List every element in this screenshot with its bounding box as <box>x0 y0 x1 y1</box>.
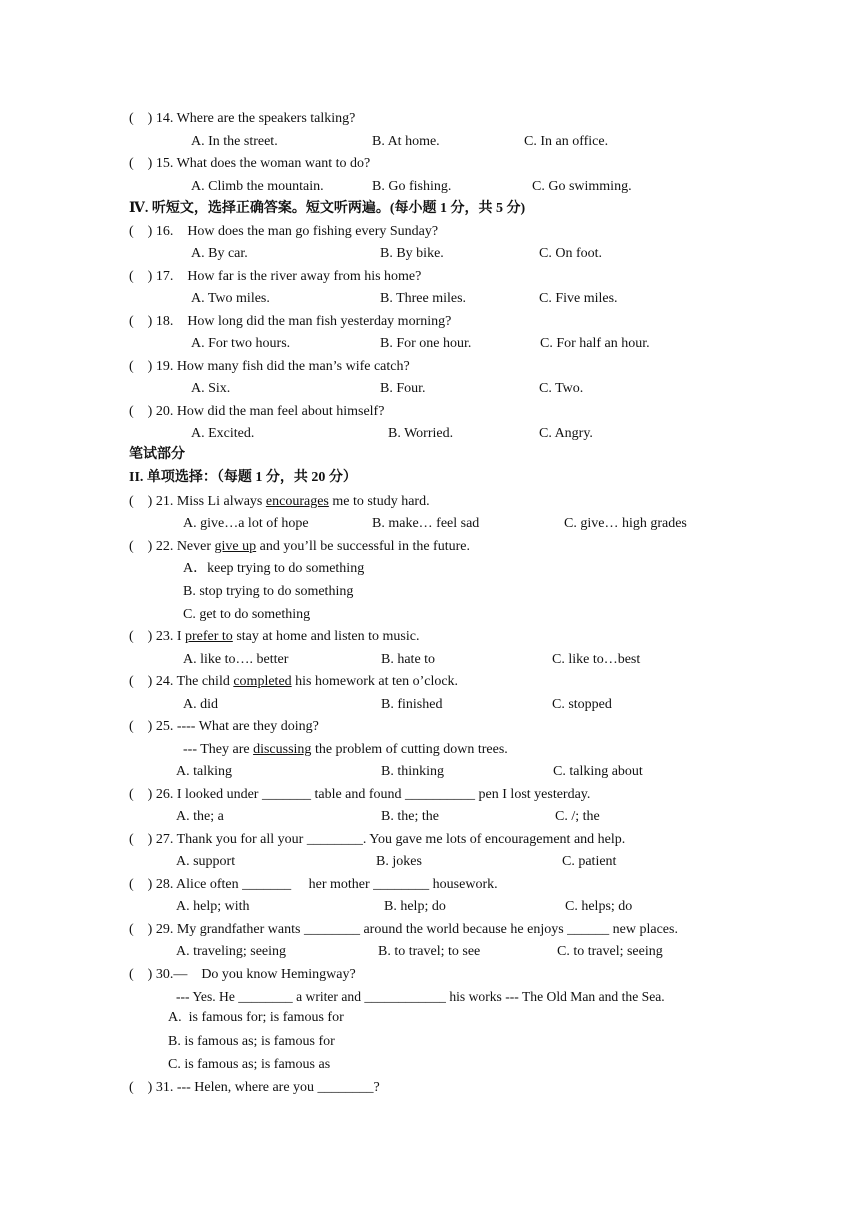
q27-option-b: B. jokes <box>376 854 422 869</box>
q25-second-line <box>183 742 508 758</box>
q17-option-a: A. Two miles. <box>191 291 270 306</box>
q25-text-pre: --- They are <box>183 742 254 757</box>
q22-text-post: and you’ll be successful in the future. <box>256 539 470 554</box>
q30-option-b: B. is famous as; is famous for <box>168 1034 335 1049</box>
q17-option-b: B. Three miles. <box>380 291 467 306</box>
q19-option-a: A. Six. <box>191 381 231 396</box>
q29-option-a: A. traveling; seeing <box>176 944 287 959</box>
q25-option-b: B. thinking <box>381 764 445 779</box>
q30-option-a: A. is famous for; is famous for <box>168 1010 344 1025</box>
q22-option-a: A．keep trying to do something <box>183 561 365 576</box>
q20-option-b: B. Worried. <box>388 426 454 441</box>
q22-option-b: B. stop trying to do something <box>183 584 354 599</box>
q29-option-c: C. to travel; seeing <box>557 944 663 959</box>
q23-option-c: C. like to…best <box>552 652 641 667</box>
q24-text-post: his homework at ten o’clock. <box>291 674 459 689</box>
q27-option-c: C. patient <box>562 854 617 869</box>
q17-option-c: C. Five miles. <box>539 291 618 306</box>
question-27: ( ) 27. Thank you for all your ________. You gave me lots of encouragement and help. <box>129 832 626 847</box>
question-28: ( ) 28. Alice often _______ her mother ________ housework. <box>129 877 498 892</box>
q30-second-line: --- Yes. He ________ a writer and ____________ his works --- The Old Man and the Sea. <box>176 989 665 1004</box>
q21-underlined: encourages <box>265 494 329 509</box>
question-20: ( ) 20. How did the man feel about himself? <box>129 404 385 419</box>
q21-text-pre: ( ) 21. Miss Li always <box>129 494 266 509</box>
q19-option-b: B. Four. <box>380 381 426 396</box>
question-16: ( ) 16. How does the man go fishing every Sunday? <box>129 224 439 239</box>
q24-underlined: completed <box>233 674 292 689</box>
q14-option-c: C. In an office. <box>524 134 609 149</box>
q22-underlined: give up <box>214 539 257 554</box>
q25-option-c: C. talking about <box>553 764 643 779</box>
question-17: ( ) 17. How far is the river away from his home? <box>129 269 422 284</box>
q23-text-post: stay at home and listen to music. <box>232 629 420 644</box>
written-part-title: 笔试部分 <box>129 447 185 462</box>
q21-option-c: C. give… high grades <box>564 516 687 531</box>
q24-option-c: C. stopped <box>552 697 612 712</box>
q25-text-post: the problem of cutting down trees. <box>311 742 508 757</box>
q23-underlined: prefer to <box>185 629 233 644</box>
q21-option-b: B. make… feel sad <box>372 516 480 531</box>
question-15: ( ) 15. What does the woman want to do? <box>129 156 371 171</box>
q15-option-b: B. Go fishing. <box>372 179 452 194</box>
question-22 <box>129 539 470 555</box>
q24-option-b: B. finished <box>381 697 443 712</box>
q23-option-a: A. like to…. better <box>183 652 289 667</box>
q23-text-pre: ( ) 23. I <box>129 629 185 644</box>
question-25: ( ) 25. ---- What are they doing? <box>129 719 319 734</box>
q23-option-b: B. hate to <box>381 652 436 667</box>
q27-option-a: A. support <box>176 854 236 869</box>
question-21 <box>129 494 430 510</box>
question-14: ( ) 14. Where are the speakers talking? <box>129 111 356 126</box>
q14-option-a: A. In the street. <box>191 134 278 149</box>
q15-option-a: A. Climb the mountain. <box>191 179 324 194</box>
q14-option-b: B. At home. <box>372 134 440 149</box>
q21-text-post: me to study hard. <box>328 494 430 509</box>
section-4-title: Ⅳ. 听短文，选择正确答案。短文听两遍。(每小题 1 分，共 5 分) <box>129 201 526 216</box>
q22-text-pre: ( ) 22. Never <box>129 539 215 554</box>
q19-option-c: C. Two. <box>539 381 584 396</box>
q26-option-c: C. /; the <box>555 809 600 824</box>
q16-option-c: C. On foot. <box>539 246 602 261</box>
question-29: ( ) 29. My grandfather wants ________ around the world because he enjoys ______ new places. <box>129 922 678 937</box>
question-30: ( ) 30.— Do you know Hemingway? <box>129 967 356 982</box>
q22-option-c: C. get to do something <box>183 607 311 622</box>
q18-option-a: A. For two hours. <box>191 336 291 351</box>
q18-option-b: B. For one hour. <box>380 336 472 351</box>
q30-option-c: C. is famous as; is famous as <box>168 1057 331 1072</box>
q20-option-a: A. Excited. <box>191 426 255 441</box>
section-2-title: II. 单项选择：（每题 1 分，共 20 分） <box>129 470 357 485</box>
q28-option-b: B. help; do <box>384 899 446 914</box>
q26-option-b: B. the; the <box>381 809 439 824</box>
question-24 <box>129 674 458 690</box>
q18-option-c: C. For half an hour. <box>540 336 650 351</box>
q28-option-c: C. helps; do <box>565 899 633 914</box>
q26-option-a: A. the; a <box>176 809 224 824</box>
q21-option-a: A. give…a lot of hope <box>183 516 309 531</box>
question-18: ( ) 18. How long did the man fish yesterday morning? <box>129 314 452 329</box>
q16-option-a: A. By car. <box>191 246 248 261</box>
q25-underlined: discussing <box>253 742 312 757</box>
q24-option-a: A. did <box>183 697 218 712</box>
q15-option-c: C. Go swimming. <box>532 179 632 194</box>
q25-option-a: A. talking <box>176 764 232 779</box>
question-26: ( ) 26. I looked under _______ table and found __________ pen I lost yesterday. <box>129 787 591 802</box>
q24-text-pre: ( ) 24. The child <box>129 674 234 689</box>
question-19: ( ) 19. How many fish did the man’s wife catch? <box>129 359 410 374</box>
question-31: ( ) 31. --- Helen, where are you ________? <box>129 1080 380 1095</box>
question-23 <box>129 629 419 645</box>
q29-option-b: B. to travel; to see <box>378 944 481 959</box>
q16-option-b: B. By bike. <box>380 246 444 261</box>
q20-option-c: C. Angry. <box>539 426 593 441</box>
q28-option-a: A. help; with <box>176 899 250 914</box>
